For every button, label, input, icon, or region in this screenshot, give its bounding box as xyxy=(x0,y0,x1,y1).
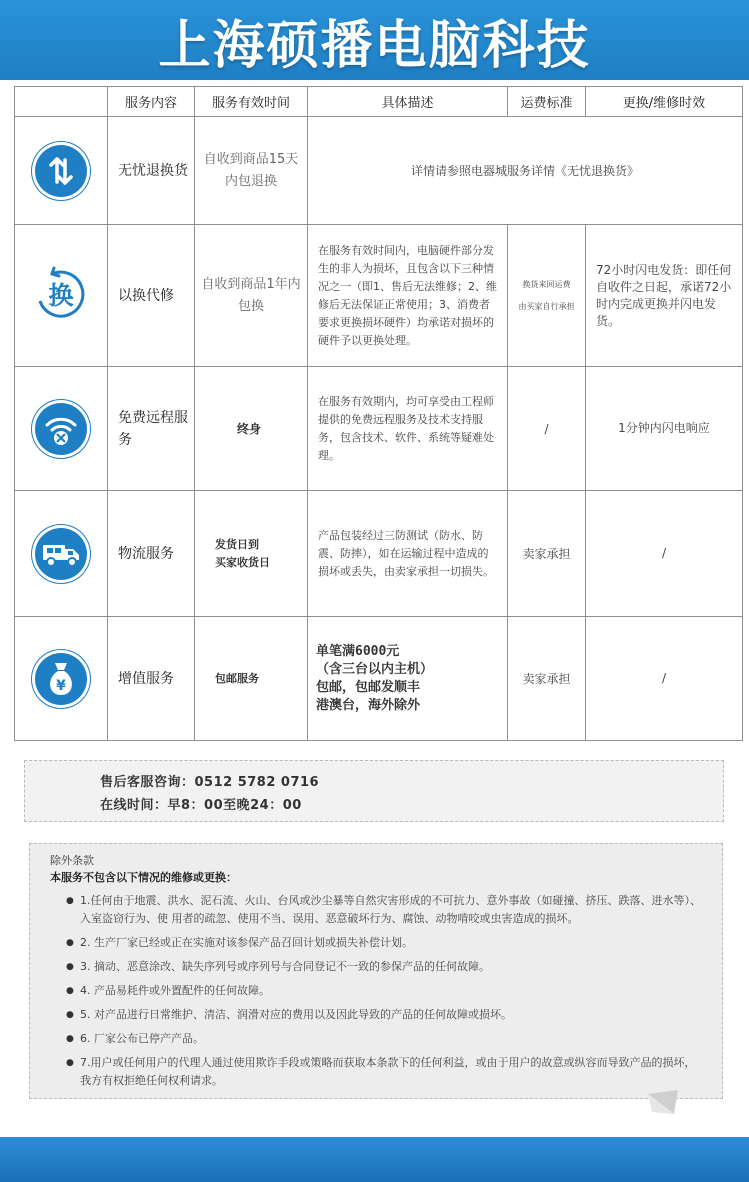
repair-time: / xyxy=(586,617,743,741)
fee-line: 换货来回运费 xyxy=(522,279,571,289)
table-row xyxy=(15,617,743,741)
contact-box xyxy=(24,760,724,822)
valid-time: 自收到商品15天内包退换 xyxy=(195,117,308,225)
yuan-glyph: ¥ xyxy=(56,677,66,694)
table-row xyxy=(15,367,743,491)
list-item: ● 1.任何由于地震、洪水、泥石流、火山、台风或沙尘暴等自然灾害形成的不可抗力、意外事故（如碰撞、挤压、跌落、进水等）、入室盗窃行为、使 用者的疏忽、使用不当、误用、恶意破坏行为、腐蚀、动物啃咬或虫害造成的损坏。 xyxy=(50,892,704,928)
service-name: 无忧退换货 xyxy=(108,117,195,225)
page-curl-icon xyxy=(648,1090,678,1114)
page-header xyxy=(0,0,749,80)
exclusions-subtitle: 本服务不包含以下情况的维修或更换： xyxy=(50,871,237,884)
shipping-fee: 卖家承担 xyxy=(508,617,586,741)
exclusions-list xyxy=(50,892,704,1090)
service-table xyxy=(14,86,743,741)
description: 在服务有效期内，均可享受由工程师提供的免费远程服务及技术支持服务，包含技术、软件、系统等疑难处理。 xyxy=(308,367,508,491)
page-footer xyxy=(0,1137,749,1182)
header-shipping-fee: 运费标准 xyxy=(508,87,586,117)
shipping-fee: / xyxy=(508,367,586,491)
valid-time: 终身 xyxy=(195,367,308,491)
description: 在服务有效时间内，电脑硬件部分发生的非人为损坏，且包含以下三种情况之一（即1、售后无法维修；2、维修后无法保证正常使用；3、消费者要求更换损坏硬件）均承诺对损坏的硬件予以更换处理。 xyxy=(308,225,508,367)
list-item: ● 2. 生产厂家已经或正在实施对该参保产品召回计划或损失补偿计划。 xyxy=(50,934,704,952)
remote-service-icon xyxy=(35,403,87,455)
list-item: ● 4. 产品易耗件或外置配件的任何故障。 xyxy=(50,982,704,1000)
service-name: 以换代修 xyxy=(108,225,195,367)
table-row xyxy=(15,491,743,617)
repair-time: 72小时闪电发货：即任何自收件之日起，承诺72小时内完成更换并闪电发货。 xyxy=(586,225,743,367)
repair-time: / xyxy=(586,491,743,617)
valid-time-line: 买家收货日 xyxy=(215,555,270,569)
table-row xyxy=(15,225,743,367)
delivery-truck-icon xyxy=(35,528,87,580)
header-repair-time: 更换/维修时效 xyxy=(586,87,743,117)
repair-time: 1分钟内闪电响应 xyxy=(586,367,743,491)
header-icon-column xyxy=(15,87,108,117)
list-item: ● 6. 厂家公布已停产产品。 xyxy=(50,1030,704,1048)
service-phone: 售后客服咨询：0512 5782 0716 xyxy=(100,775,320,790)
header-service: 服务内容 xyxy=(108,87,195,117)
header-description: 具体描述 xyxy=(308,87,508,117)
exclusions-box xyxy=(29,843,723,1099)
replace-repair-icon xyxy=(32,265,90,323)
replace-glyph: 换 xyxy=(48,280,74,310)
fee-line: 由买家自行承担 xyxy=(518,301,575,311)
service-name: 免费远程服务 xyxy=(108,367,195,491)
service-name: 物流服务 xyxy=(108,491,195,617)
merged-detail: 详情请参照电器城服务详情《无忧退换货》 xyxy=(308,117,743,225)
table-header-row xyxy=(15,87,743,117)
exclusions-title: 除外条款 xyxy=(50,854,94,867)
shipping-fee: 卖家承担 xyxy=(508,491,586,617)
valid-time: 自收到商品1年内包换 xyxy=(195,225,308,367)
exchange-arrows-icon xyxy=(35,145,87,197)
header-valid-time: 服务有效时间 xyxy=(195,87,308,117)
table-row xyxy=(15,117,743,225)
money-bag-icon xyxy=(35,653,87,705)
description: 产品包装经过三防测试（防水、防震、防摔），如在运输过程中造成的损坏或丢失，由卖家承担一切损失。 xyxy=(308,491,508,617)
service-name: 增值服务 xyxy=(108,617,195,741)
description-line: 单笔满6000元 xyxy=(316,643,400,659)
description-line: （含三台以内主机） xyxy=(316,661,434,677)
list-item: ● 7.用户或任何用户的代理人通过使用欺诈手段或策略而获取本条款下的任何利益，或由于用户的故意或纵容而导致产品的损坏，我方有权拒绝任何权利请求。 xyxy=(50,1054,704,1090)
service-hours: 在线时间：早8：00至晚24：00 xyxy=(100,798,302,813)
company-title: 上海硕播电脑科技 xyxy=(158,15,591,76)
valid-time-line: 发货日到 xyxy=(215,537,259,551)
list-item: ● 5. 对产品进行日常维护、清洁、润滑对应的费用以及因此导致的产品的任何故障或损坏。 xyxy=(50,1006,704,1024)
valid-time: 包邮服务 xyxy=(195,617,308,741)
list-item: ● 3. 摘动、恶意涂改、缺失序列号或序列号与合同登记不一致的参保产品的任何故障。 xyxy=(50,958,704,976)
description-line: 包邮，包邮发顺丰 xyxy=(316,679,421,695)
description-line: 港澳台，海外除外 xyxy=(316,697,421,713)
